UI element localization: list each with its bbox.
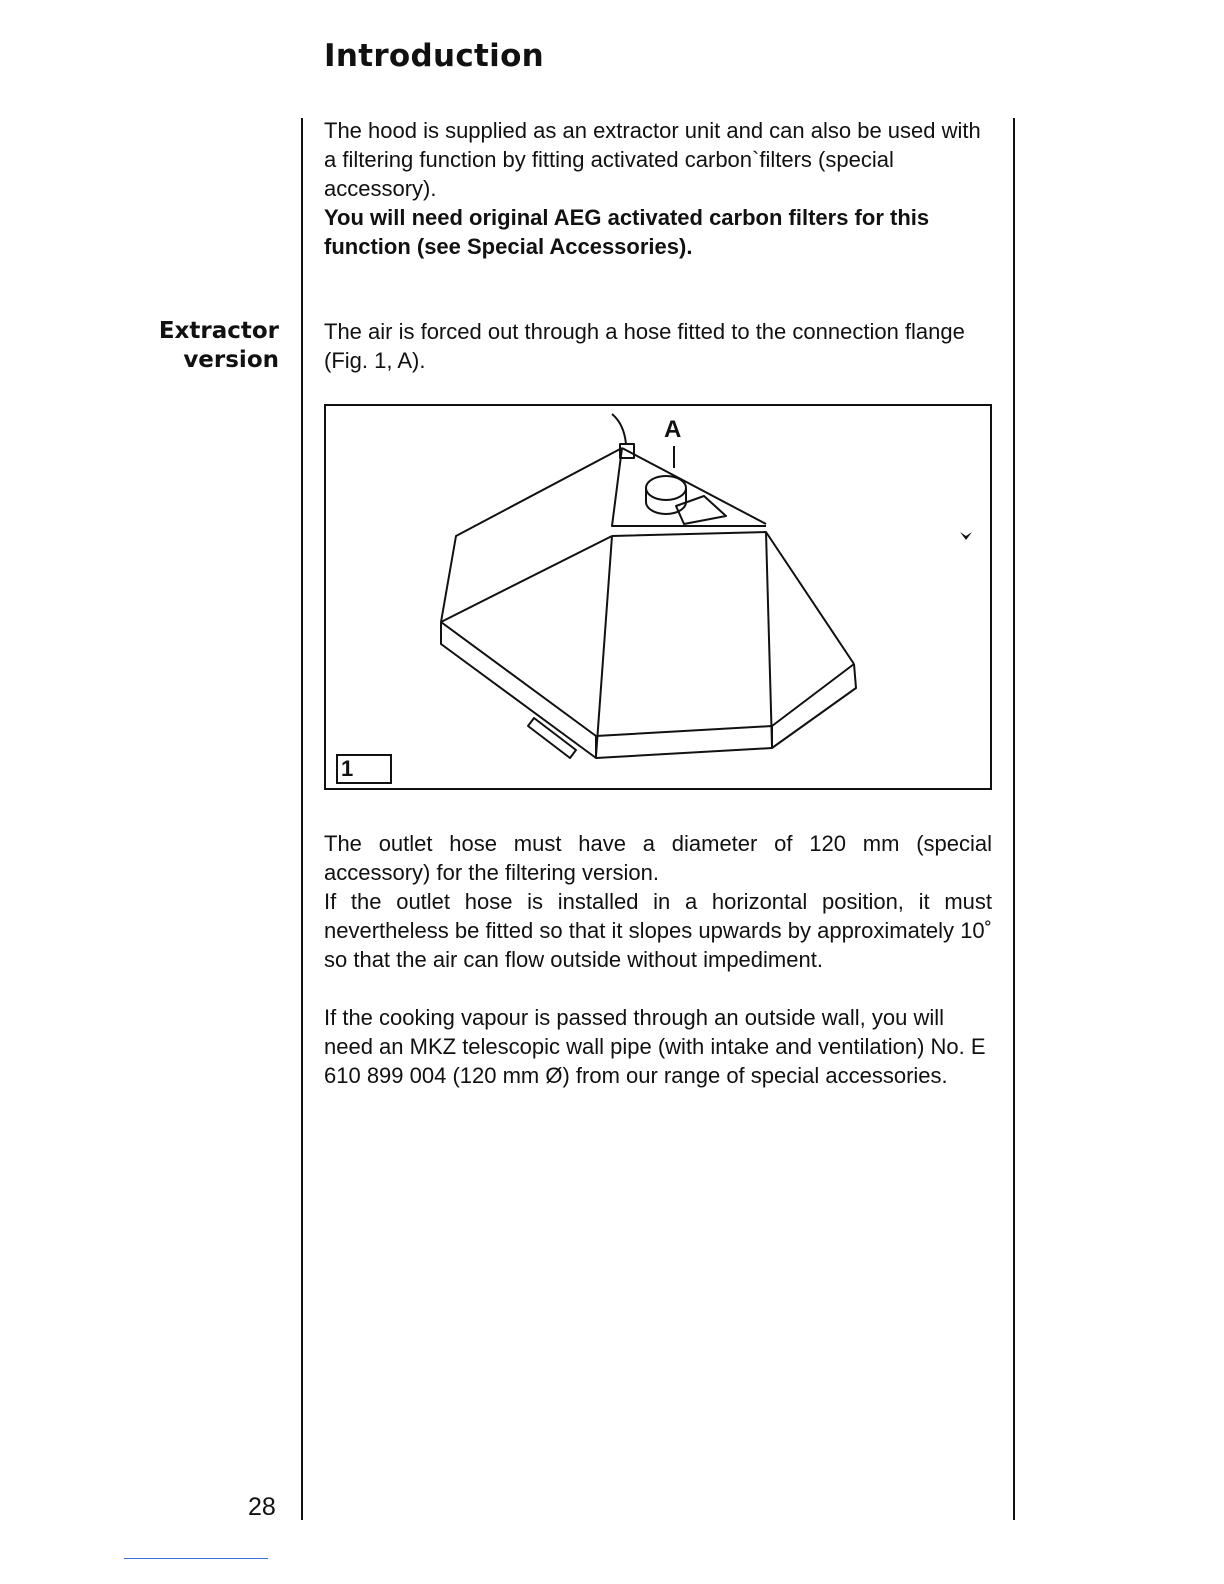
hood-right-panel-edge bbox=[612, 532, 854, 664]
flange-plate bbox=[676, 496, 726, 524]
extractor-version-heading bbox=[159, 317, 279, 375]
wall-pipe-paragraph: If the cooking vapour is passed through an outside wall, you will need an MKZ telescopic wall pipe (with intake and ventilation) No. E 610 899 004 (120 mm Ø) from our range of special accessories. bbox=[324, 1005, 986, 1088]
extractor-label-line2: version bbox=[183, 347, 279, 373]
extractor-paragraph: The air is forced out through a hose fitted to the connection flange (Fig. 1, A). bbox=[324, 319, 965, 373]
hood-front-right-edge bbox=[766, 532, 772, 746]
hood-top-left-edge bbox=[441, 448, 622, 622]
hood-bottom-inner-edge bbox=[441, 622, 854, 736]
figure-1 bbox=[324, 404, 992, 790]
connection-flange bbox=[646, 476, 686, 500]
intro-bold-note: You will need original AEG activated carbon filters for this function (see Special Accessories). bbox=[324, 205, 930, 259]
hood-bottom-rim bbox=[441, 622, 856, 758]
footer-line bbox=[124, 1558, 268, 1559]
cooker-hood-illustration bbox=[326, 406, 990, 788]
extractor-label-line1: Extractor bbox=[158, 318, 279, 344]
hose-section bbox=[324, 829, 992, 974]
hood-left-panel-edge bbox=[441, 536, 612, 622]
right-margin-rule bbox=[1013, 118, 1015, 1520]
page-title: Introduction bbox=[324, 38, 545, 74]
hose-paragraph-2: If the outlet hose is installed in a horizontal position, it must nevertheless be fitted so that it slopes upwards by approximately 10˚ so that the air can flow outside without impediment. bbox=[324, 889, 992, 972]
hose-paragraph-1: The outlet hose must have a diameter of 120 mm (special accessory) for the filtering version. bbox=[324, 831, 992, 885]
page-number: 28 bbox=[248, 1493, 276, 1521]
intro-section bbox=[324, 116, 992, 261]
intro-paragraph: The hood is supplied as an extractor unit and can also be used with a filtering function by fitting activated carbon`filters (special accessory). bbox=[324, 118, 981, 201]
callout-arrow bbox=[612, 414, 626, 444]
figure-number-box: 1 bbox=[336, 754, 392, 784]
left-column-rule bbox=[301, 118, 303, 1520]
hood-top-rim bbox=[612, 448, 766, 526]
hood-top-back-edge bbox=[622, 448, 766, 524]
hood-front-left-edge bbox=[596, 536, 612, 756]
figure-callout-a: A bbox=[664, 416, 682, 443]
